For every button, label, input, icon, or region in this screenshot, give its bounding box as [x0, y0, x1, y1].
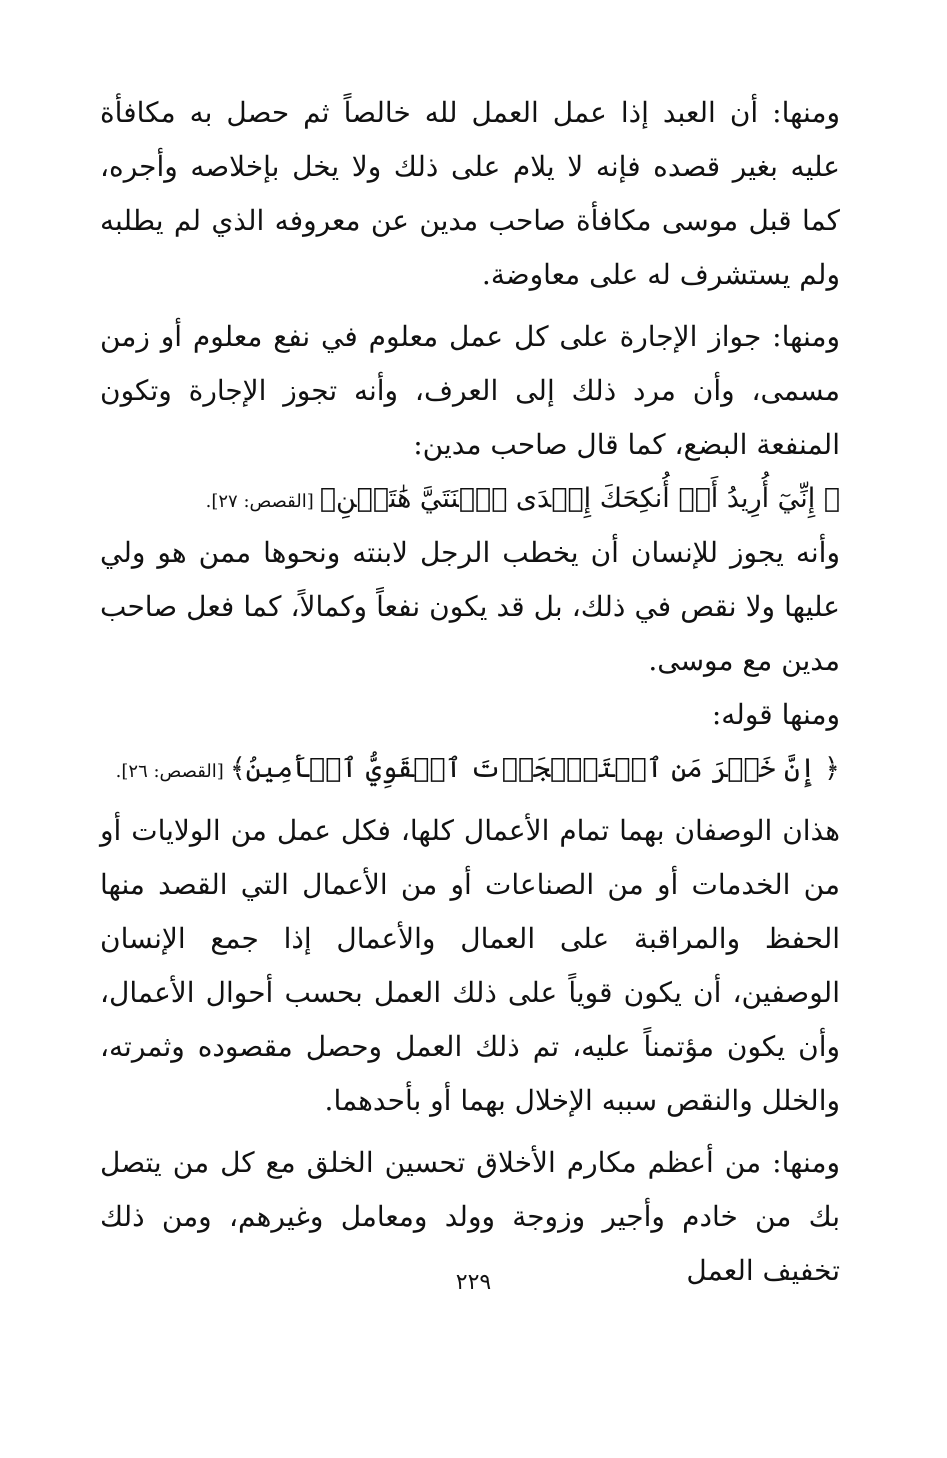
verse-reference: [القصص: ٢٦].	[115, 761, 224, 782]
page-number: ٢٢٩	[455, 1270, 492, 1295]
paragraph-proposal: وأنه يجوز للإنسان أن يخطب الرجل لابنته ونحوها ممن هو ولي عليها ولا نقص في ذلك، بل قد يكون نفعاً وكمالاً، كما فعل صاحب مدين مع موسى.	[100, 536, 840, 677]
page-body	[100, 86, 840, 1298]
verse-text: ﴿ إِنِّيٓ أُرِيدُ أَنۡ أُنكِحَكَ إِحۡدَى ٱبۡنَتَيَّ هَٰتَيۡنِ﴾	[319, 483, 840, 514]
quran-verse-strong-trustworthy	[100, 742, 840, 796]
verse-reference: [القصص: ٢٧].	[205, 491, 314, 512]
paragraph-two-qualities: هذان الوصفان بهما تمام الأعمال كلها، فكل عمل من الولايات أو من الخدمات أو من الصناعات أو من الأعمال التي القصد منها الحفظ والمراقبة على العمال والأعمال إذا جمع الإنسان الوصفين، أن يكون قوياً على ذلك العمل بحسب أحوال الأعمال، وأن يكون مؤتمناً عليه، تم ذلك العمل وحصل مقصوده وثمرته، والخلل والنقص سببه الإخلال بهما أو بأحدهما.	[100, 814, 840, 1117]
paragraph-hiring: ومنها: جواز الإجارة على كل عمل معلوم في نفع معلوم أو زمن مسمى، وأن مرد ذلك إلى العرف، وأنه تجوز الإجارة وتكون المنفعة البضع، كما قال صاحب مدين:	[100, 320, 840, 461]
paragraph-saying-intro: ومنها قوله:	[711, 698, 840, 731]
paragraph-reward: ومنها: أن العبد إذا عمل العمل لله خالصاً ثم حصل به مكافأة عليه بغير قصده فإنه لا يلام على ذلك ولا يخل بإخلاصه وأجره، كما قبل موسى مكافأة صاحب مدين عن معروفه الذي لم يطلبه ولم يستشرف له على معاوضة.	[100, 96, 840, 291]
verse-text: ﴿ إِنَّ خَيۡرَ مَنِ ٱسۡتَـٔۡجَرۡتَ ٱلۡقَوِيُّ ٱلۡأَمِينُ﴾	[229, 753, 840, 784]
paragraph-good-manners: ومنها: من أعظم مكارم الأخلاق تحسين الخلق مع كل من يتصل بك من خادم وأجير وزوجة وولد ومعامل وغيرهم، ومن ذلك تخفيف العمل	[100, 1146, 840, 1287]
quran-verse-marriage	[100, 472, 840, 526]
